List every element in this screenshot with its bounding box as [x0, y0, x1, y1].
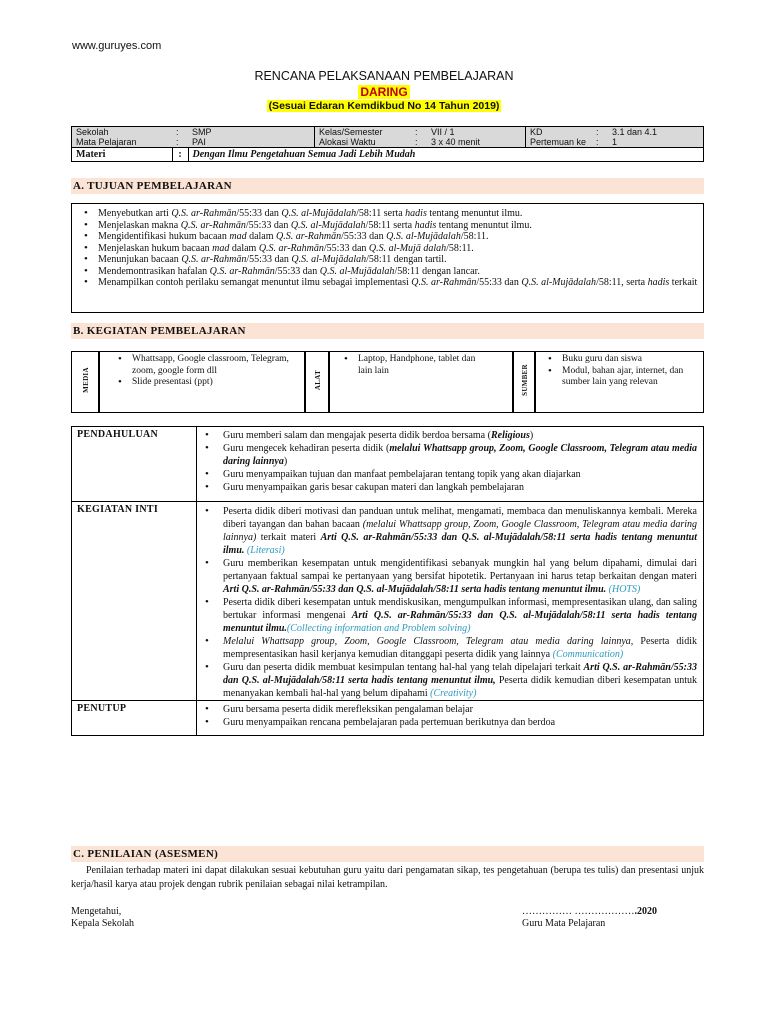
tujuan-list — [72, 208, 703, 289]
document-note: (Sesuai Edaran Kemdikbud No 14 Tahun 2019) — [268, 100, 500, 112]
tujuan-item: • Menjelaskan makna Q.S. ar-Rahmān/55:33 dan Q.S. al-Mujādalah/58:11 serta hadis tentang menuntut ilmu. — [72, 220, 703, 232]
penutup-label: PENUTUP — [72, 701, 197, 736]
colon: : — [411, 127, 427, 138]
tujuan-box — [71, 203, 704, 313]
sekolah-value: SMP — [188, 127, 315, 138]
media-label-cell — [71, 351, 99, 413]
site-url: www.guruyes.com — [72, 40, 162, 52]
sumber-label: SUMBER — [521, 364, 529, 396]
alokasi-label: Alokasi Waktu — [315, 137, 412, 148]
alat-label: ALAT — [314, 369, 322, 391]
list-item: • Peserta didik diberi kesempatan untuk mendiskusikan, mengumpulkan informasi, mempresentasikan ulang, dan saling bertukar informasi mengenai Arti Q.S. ar-Rahmān/55:33 dan Q.S. al-Mujādalah/58:11 serta hadis tentang menuntut ilmu.(Collecting information and Problem solving) — [197, 596, 703, 635]
media-label: MEDIA — [82, 367, 90, 393]
tujuan-item: • Mendemontrasikan hafalan Q.S. ar-Rahmān/55:33 dan Q.S. al-Mujādalah/58:11 dengan lancar. — [72, 266, 703, 278]
list-item: • Buku guru dan siswa — [536, 354, 700, 366]
alat-label-cell — [305, 351, 329, 413]
list-item: • Peserta didik diberi motivasi dan panduan untuk melihat, mengamati, membaca dan menuliskannya kembali. Mereka diberi tayangan dan bahan bacaan (melalui Whattsapp group, Zoom, Google Classroom, Telegram atau media daring lainnya) terkait materi Arti Q.S. ar-Rahmān/55:33 dan Q.S. al-Mujādalah/58:11 serta hadis tentang menuntut ilmu. (Literasi) — [197, 505, 703, 557]
sumber-list — [536, 354, 700, 389]
list-item: • Laptop, Handphone, tablet dan lain lain — [332, 354, 492, 377]
kegiatan-inti-label: KEGIATAN INTI — [72, 502, 197, 701]
info-table — [71, 126, 704, 162]
tujuan-item: • Menunjukan bacaan Q.S. ar-Rahmān/55:33 dan Q.S. al-Mujādalah/58:11 dengan tartil. — [72, 254, 703, 266]
penutup-content — [197, 701, 704, 736]
kd-value: 3.1 dan 4.1 — [608, 127, 704, 138]
alat-list — [332, 354, 492, 377]
kd-label: KD — [526, 127, 593, 138]
list-item: • Guru mengecek kehadiran peserta didik (melalui Whattsapp group, Zoom, Google Classroom, Telegram atau media daring lainnya) — [197, 442, 703, 468]
pendahuluan-content — [197, 427, 704, 502]
signature-right — [522, 906, 657, 930]
alokasi-value: 3 x 40 menit — [427, 137, 526, 148]
list-item: • Melalui Whattsapp group, Zoom, Google Classroom, Telegram atau media daring lainnya, Peserta didik mempresentasikan hasil kerjanya kemudian ditanggapi peserta didik yang lainnya (Communication) — [197, 635, 703, 661]
document-subtitle: DARING — [360, 85, 408, 99]
kegiatan-inti-row — [72, 502, 704, 701]
colon: : — [411, 137, 427, 148]
list-item: • Whattsapp, Google classroom, Telegram, zoom, google form dll — [106, 354, 296, 377]
pertemuan-value: 1 — [608, 137, 704, 148]
list-item: • Guru dan peserta didik membuat kesimpulan tentang hal-hal yang telah dipelajari terkait Arti Q.S. ar-Rahmān/55:33 dan Q.S. al-Mujādalah/58:11 serta hadis tentang menuntut ilmu, Peserta didik kemudian diberi kesempatan untuk menanyakan kembali hal-hal yang belum dipahami (Creativity) — [197, 661, 703, 700]
list-item: • Modul, bahan ajar, internet, dan sumber lain yang relevan — [536, 366, 700, 389]
tujuan-item: • Menampilkan contoh perilaku semangat menuntut ilmu sebagai implementasi Q.S. ar-Rahmān/55:33 dan Q.S. al-Mujādalah/58:11, serta hadis terkait — [72, 277, 703, 289]
colon: : — [172, 127, 188, 138]
penutup-row — [72, 701, 704, 736]
mapel-value: PAI — [188, 137, 315, 148]
list-item: • Guru bersama peserta didik merefleksikan pengalaman belajar — [197, 703, 703, 716]
kelas-label: Kelas/Semester — [315, 127, 412, 138]
list-item: • Guru menyampaikan rencana pembelajaran pada pertemuan berikutnya dan berdoa — [197, 716, 703, 729]
mengetahui-label: Mengetahui, — [71, 906, 122, 917]
signature-left — [71, 906, 134, 930]
kegiatan-inti-list — [197, 505, 703, 700]
colon: : — [172, 148, 188, 162]
tujuan-item: • Menjelaskan hukum bacaan mad dalam Q.S. ar-Rahmān/55:33 dan Q.S. al-Mujā dalah/58:11. — [72, 243, 703, 255]
media-cell — [99, 351, 305, 413]
tujuan-item: • Mengidentifikasi hukum bacaan mad dalam Q.S. ar-Rahmān/55:33 dan Q.S. al-Mujādalah/58:11. — [72, 231, 703, 243]
sekolah-label: Sekolah — [72, 127, 173, 138]
list-item: • Slide presentasi (ppt) — [106, 377, 296, 389]
kelas-value: VII / 1 — [427, 127, 526, 138]
guru-label: Guru Mata Pelajaran — [522, 918, 606, 929]
colon: : — [172, 137, 188, 148]
list-item: • Guru menyampaikan garis besar cakupan materi dan langkah pembelajaran — [197, 481, 703, 501]
media-list — [106, 354, 296, 389]
section-a-heading: A. TUJUAN PEMBELAJARAN — [71, 178, 704, 194]
pertemuan-label: Pertemuan ke — [526, 137, 593, 148]
section-b-heading: B. KEGIATAN PEMBELAJARAN — [71, 323, 704, 339]
materi-label: Materi — [72, 148, 173, 162]
penutup-list — [197, 703, 703, 729]
list-item: • Guru memberikan kesempatan untuk mengidentifikasi sebanyak mungkin hal yang belum dipahami, dimulai dari pertanyaan faktual sampai ke pertanyaan yang bersifat hipotetik. Pertanyaan ini harus tetap berkaitan dengan materi Arti Q.S. ar-Rahmān/55:33 dan Q.S. al-Mujādalah/58:11 serta hadis tentang menuntut ilmu. (HOTS) — [197, 557, 703, 596]
alat-cell — [329, 351, 513, 413]
mapel-label: Mata Pelajaran — [72, 137, 173, 148]
document-title: RENCANA PELAKSANAAN PEMBELAJARAN — [254, 69, 514, 83]
pendahuluan-row — [72, 427, 704, 502]
kepala-sekolah-label: Kepala Sekolah — [71, 918, 135, 929]
sumber-cell — [535, 351, 704, 413]
tujuan-item: • Menyebutkan arti Q.S. ar-Rahmān/55:33 dan Q.S. al-Mujādalah/58:11 serta hadis tentang menuntut ilmu. — [72, 208, 703, 220]
pendahuluan-label: PENDAHULUAN — [72, 427, 197, 502]
colon: : — [592, 137, 608, 148]
materi-value: Dengan Ilmu Pengetahuan Semua Jadi Lebih Mudah — [188, 148, 704, 162]
sumber-label-cell — [513, 351, 535, 413]
kegiatan-inti-content — [197, 502, 704, 701]
kegiatan-table — [71, 426, 704, 736]
date-line: …………… ……………….2020 — [522, 906, 657, 917]
pendahuluan-list — [197, 429, 703, 501]
section-c-heading: C. PENILAIAN (ASESMEN) — [71, 846, 704, 862]
colon: : — [592, 127, 608, 138]
list-item: • Guru memberi salam dan mengajak peserta didik berdoa bersama (Religious) — [197, 429, 703, 442]
penilaian-text: Penilaian terhadap materi ini dapat dilakukan sesuai kebutuhan guru yaitu dari pengamatan sikap, tes pengetahuan (berupa tes tulis) dan presentasi unjuk kerja/hasil karya atau projek dengan rubrik penilaian sebagai nilai ketrampilan. — [71, 865, 704, 890]
list-item: • Guru menyampaikan tujuan dan manfaat pembelajaran tentang topik yang akan diajarkan — [197, 468, 703, 481]
